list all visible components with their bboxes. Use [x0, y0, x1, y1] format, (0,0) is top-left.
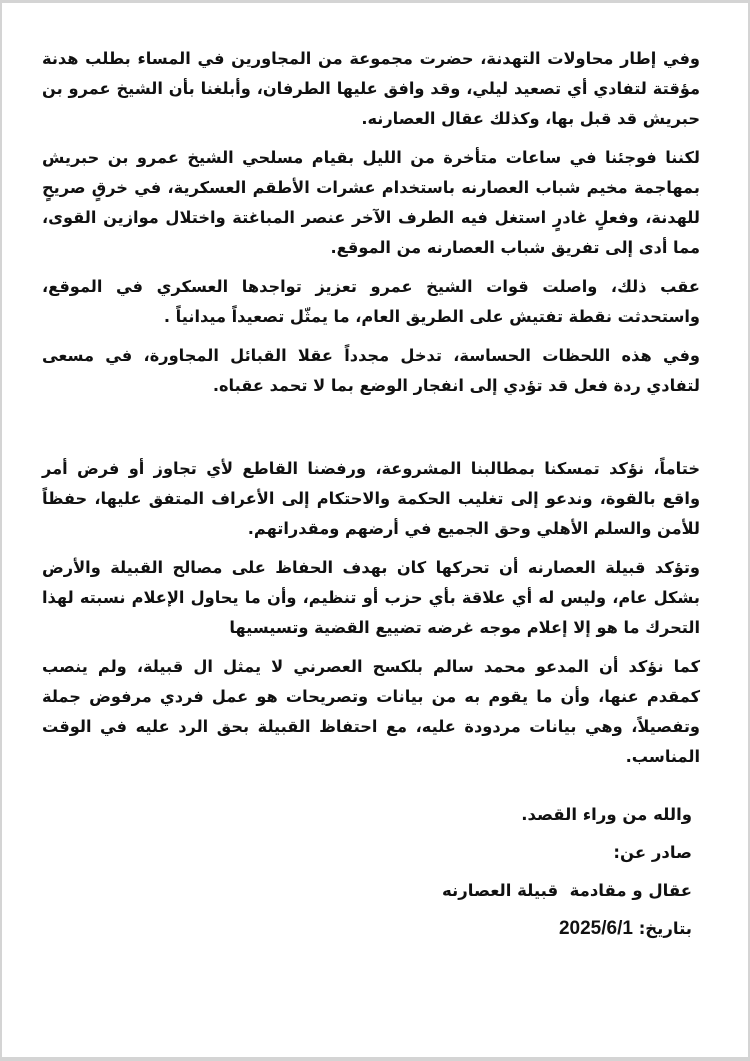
closing-phrase: والله من وراء القصد. — [521, 805, 692, 824]
paragraph-checkpoint: عقب ذلك، واصلت قوات الشيخ عمرو تعزيز تواجدها العسكري في الموقع، واستحدثت نقطة تفتيش على الطريق العام، ما يمثّل تصعيداً ميدانياً . — [42, 277, 700, 326]
paragraph-attack: لكننا فوجئنا في ساعات متأخرة من الليل بقيام مسلحي الشيخ عمرو بن حبريش بمهاجمة مخيم شباب العصارنه باستخدام عشرات الأطقم العسكرية، في خرقٍ صريحٍ للهدنة، وفعلٍ غادرٍ استغل فيه الطرف الآخر عنصر المباغتة واختلال موازين القوى، مما أدى إلى تفريق شباب العصارنه من الموقع. — [42, 148, 700, 257]
date-line — [442, 914, 692, 952]
issuer-name: عقال و مقادمة قبيلة العصارنه — [442, 881, 692, 900]
paragraph-conclusion: ختاماً، نؤكد تمسكنا بمطالبنا المشروعة، ورفضنا القاطع لأي تجاوز أو فرض أمر واقع بالقوة، وندعو إلى تغليب الحكمة والاحتكام إلى الأعراف المتفق عليها، حفظاً للأمن والسلم الأهلي وحق الجميع في أرضهم ومقدراتهم. — [42, 459, 700, 538]
statement-body — [42, 44, 700, 781]
closing-block — [442, 800, 692, 952]
issued-by-label: صادر عن: — [613, 843, 692, 862]
date-value: 2025/6/1 — [558, 918, 633, 939]
date-label: بتاريخ: — [638, 919, 692, 938]
paragraph-tribe-position: وتؤكد قبيلة العصارنه أن تحركها كان بهدف الحفاظ على مصالح القبيلة والأرض بشكل عام، وليس له أي علاقة بأي حزب أو تنظيم، وأن ما يحاول الإعلام نسبته لهذا التحرك ما هو إلا إعلام موجه غرضه تضييع القضية وتسيسيها — [42, 558, 700, 637]
paragraph-disclaimer: كما نؤكد أن المدعو محمد سالم بلكسح العصرني لا يمثل ال قبيلة، ولم ينصب كمقدم عنها، وأن ما يقوم به من بيانات وتصريحات هو عمل فردي مرفوض جملة وتفصيلاً، وهي بيانات مردودة عليه، مع احتفاظ القبيلة بحق الرد عليه في الوقت المناسب. — [42, 657, 700, 766]
paragraph-truce: وفي إطار محاولات التهدنة، حضرت مجموعة من المجاورين في المساء بطلب هدنة مؤقتة لتفادي أي تصعيد ليلي، وقد وافق عليها الطرفان، وأبلغنا بأن الشيخ عمرو بن حبريش قد قبل بها، وكذلك عقال العصارنه. — [42, 49, 700, 128]
paragraph-mediation: وفي هذه اللحظات الحساسة، تدخل مجدداً عقلا القبائل المجاورة، في مسعى لتفادي ردة فعل قد تؤدي إلى انفجار الوضع بما لا تحمد عقباه. — [42, 346, 700, 395]
